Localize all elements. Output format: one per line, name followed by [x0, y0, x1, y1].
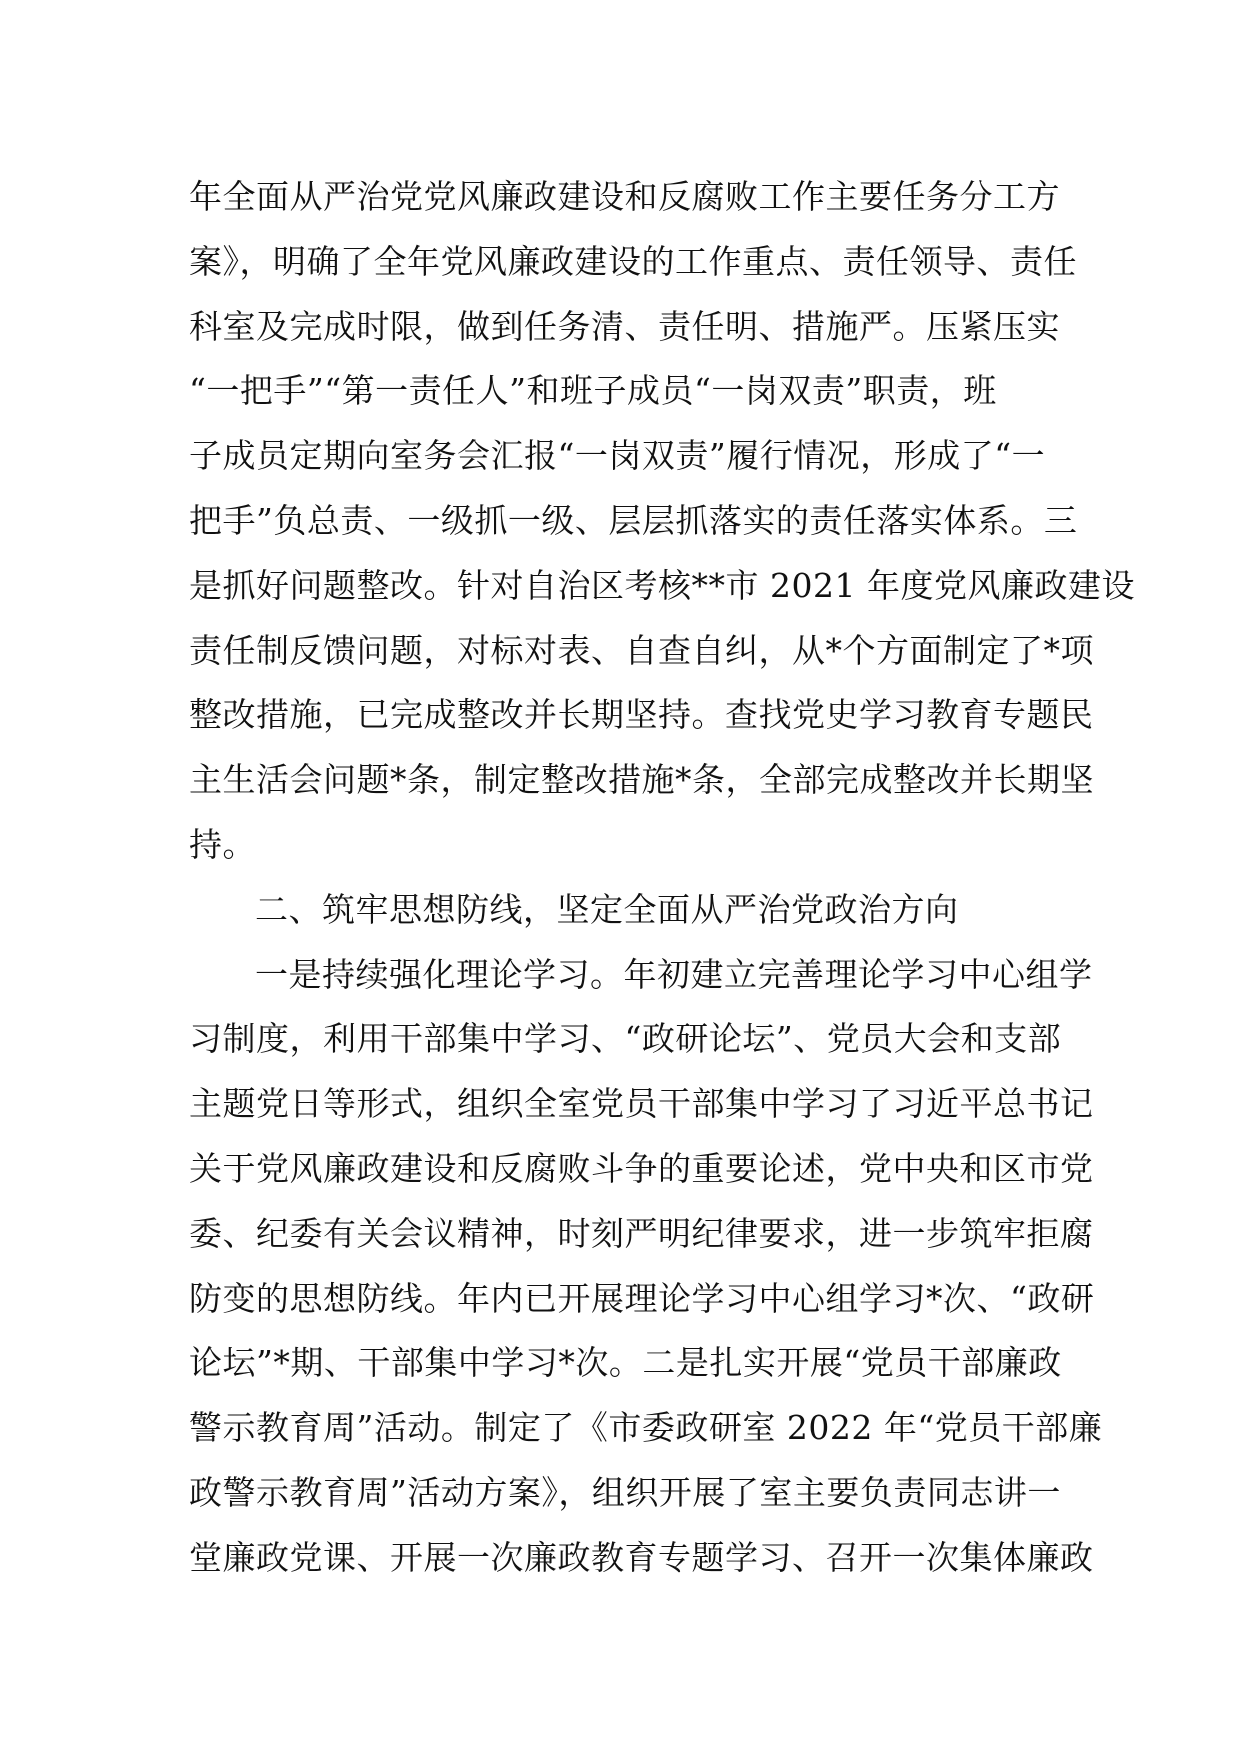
text-line: 论坛”*期、干部集中学习*次。二是扎实开展“党员干部廉政 [189, 1343, 1062, 1383]
text-line: 委、纪委有关会议精神，时刻严明纪律要求，进一步筑牢拒腐 [189, 1213, 1094, 1253]
text-line: 警示教育周”活动。制定了《市委政研室 2022 年“党员干部廉 [189, 1408, 1103, 1448]
section-heading: 二、筑牢思想防线，坚定全面从严治党政治方向 [255, 889, 959, 929]
text-line: 把手”负总责、一级抓一级、层层抓落实的责任落实体系。三 [189, 500, 1078, 540]
text-line: 是抓好问题整改。针对自治区考核**市 2021 年度党风廉政建设 [189, 565, 1135, 605]
text-line: “一把手”“第一责任人”和班子成员“一岗双责”职责，班 [189, 371, 997, 411]
text-line: 防变的思想防线。年内已开展理论学习中心组学习*次、“政研 [189, 1278, 1095, 1318]
text-line: 堂廉政党课、开展一次廉政教育专题学习、召开一次集体廉政 [189, 1537, 1094, 1577]
text-line: 主生活会问题*条，制定整改措施*条，全部完成整改并长期坚 [189, 760, 1094, 800]
text-line: 政警示教育周”活动方案》，组织开展了室主要负责同志讲一 [189, 1472, 1061, 1512]
text-line: 责任制反馈问题，对标对表、自查自纠，从*个方面制定了*项 [189, 630, 1094, 670]
text-line: 主题党日等形式，组织全室党员干部集中学习了习近平总书记 [189, 1084, 1094, 1124]
text-line: 年全面从严治党党风廉政建设和反腐败工作主要任务分工方 [189, 177, 1060, 216]
text-line: 关于党风廉政建设和反腐败斗争的重要论述，党中央和区市党 [189, 1148, 1094, 1188]
text-line: 习制度，利用干部集中学习、“政研论坛”、党员大会和支部 [189, 1019, 1062, 1059]
text-line: 整改措施，已完成整改并长期坚持。查找党史学习教育专题民 [189, 695, 1094, 735]
paragraph-start-line: 一是持续强化理论学习。年初建立完善理论学习中心组学 [255, 954, 1093, 994]
text-line: 案》，明确了全年党风廉政建设的工作重点、责任领导、责任 [189, 241, 1077, 281]
text-line: 科室及完成时限，做到任务清、责任明、措施严。压紧压实 [189, 306, 1060, 346]
text-line: 子成员定期向室务会汇报“一岗双责”履行情况，形成了“一 [189, 436, 1046, 476]
document-body [189, 165, 1135, 1591]
text-line: 持。 [189, 824, 256, 864]
